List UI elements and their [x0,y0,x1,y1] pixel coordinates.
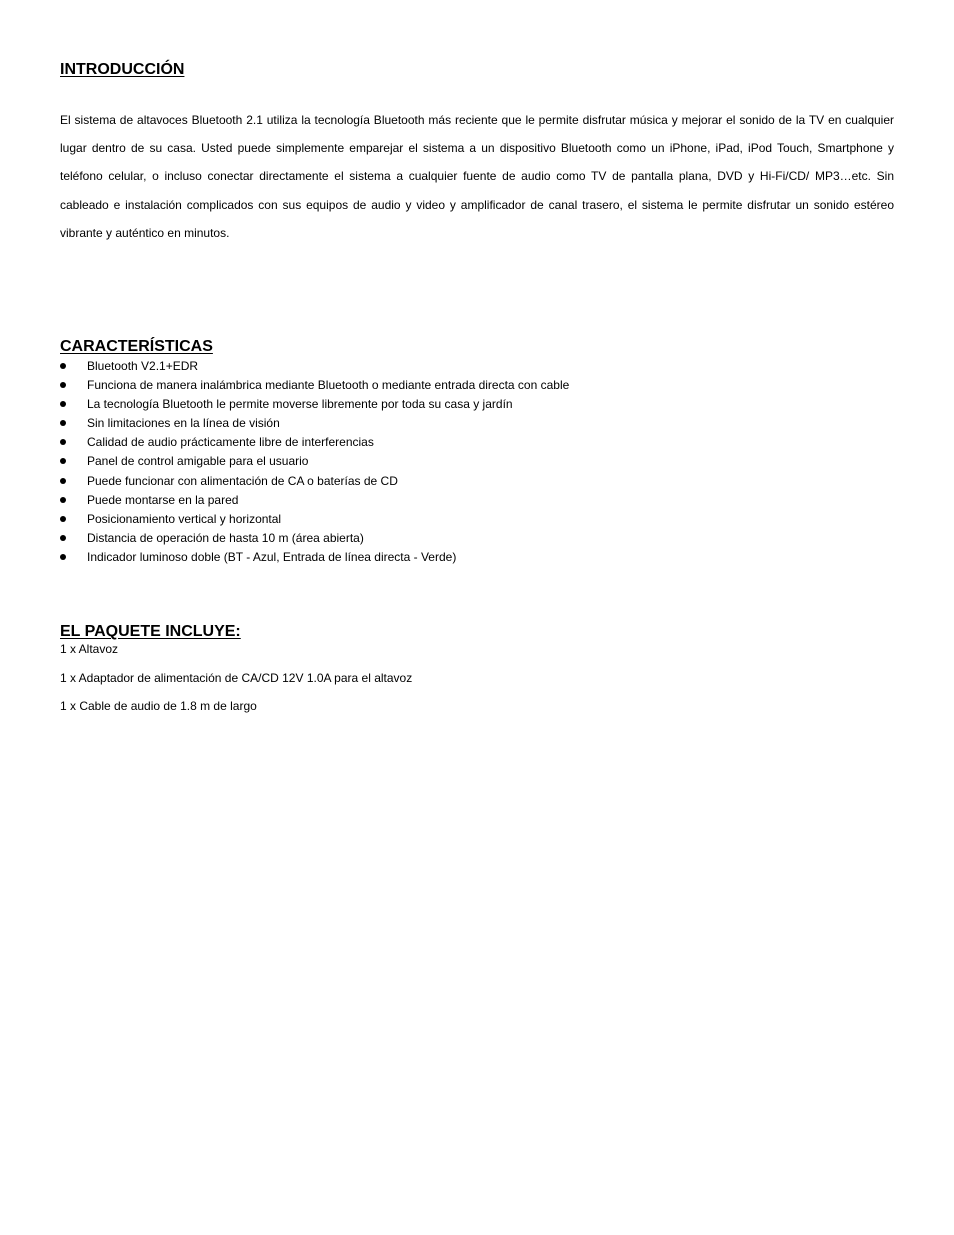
package-item: 1 x Cable de audio de 1.8 m de largo [60,699,257,713]
feature-text: Posicionamiento vertical y horizontal [87,511,282,526]
feature-item [60,433,894,452]
feature-text: Puede montarse en la pared [87,492,239,507]
feature-text: La tecnología Bluetooth le permite moverse libremente por toda su casa y jardín [87,397,513,412]
feature-item [60,548,894,567]
bullet-icon [60,535,66,541]
feature-text: Calidad de audio prácticamente libre de interferencias [87,435,374,450]
intro-heading: INTRODUCCIÓN [60,61,185,78]
bullet-icon [60,439,66,445]
bullet-icon [60,458,66,464]
bullet-icon [60,554,66,560]
feature-item [60,472,894,491]
feature-text: Distancia de operación de hasta 10 m (área abierta) [87,530,364,545]
feature-text: Panel de control amigable para el usuario [87,454,309,469]
feature-item [60,452,894,471]
intro-paragraph: El sistema de altavoces Bluetooth 2.1 utiliza la tecnología Bluetooth más reciente que le permite disfrutar música y mejorar el sonido de la TV en cualquier lugar dentro de su casa. Usted puede simplemente emparejar el sistema a un dispositivo Bluetooth como un iPhone, iPad, iPod Touch, Smartphone y teléfono celular, o incluso conectar directamente el sistema a cualquier fuente de audio como TV de pantalla plana, DVD y Hi-Fi/CD/ MP3…etc. Sin cableado e instalación complicados con sus equipos de audio y video y amplificador de canal trasero, el sistema le permite disfrutar un sonido estéreo vibrante y auténtico en minutos. [60,113,894,240]
feature-item [60,357,894,376]
feature-item [60,510,894,529]
feature-item [60,529,894,548]
bullet-icon [60,363,66,369]
package-item: 1 x Altavoz [60,642,119,656]
bullet-icon [60,497,66,503]
feature-text: Indicador luminoso doble (BT - Azul, Entrada de línea directa - Verde) [87,549,457,564]
features-list [60,357,894,567]
feature-text: Bluetooth V2.1+EDR [87,359,199,373]
features-heading: CARACTERÍSTICAS [60,338,213,355]
feature-text: Funciona de manera inalámbrica mediante Bluetooth o mediante entrada directa con cable [87,378,570,393]
feature-item [60,376,894,395]
package-item: 1 x Adaptador de alimentación de CA/CD 12V 1.0A para el altavoz [60,670,413,685]
feature-text: Sin limitaciones en la línea de visión [87,416,280,431]
bullet-icon [60,382,66,388]
package-heading: EL PAQUETE INCLUYE: [60,623,241,640]
bullet-icon [60,401,66,407]
feature-text: Puede funcionar con alimentación de CA o baterías de CD [87,473,398,488]
bullet-icon [60,516,66,522]
feature-item [60,414,894,433]
package-list [60,640,894,726]
bullet-icon [60,478,66,484]
feature-item [60,395,894,414]
bullet-icon [60,420,66,426]
feature-item [60,491,894,510]
